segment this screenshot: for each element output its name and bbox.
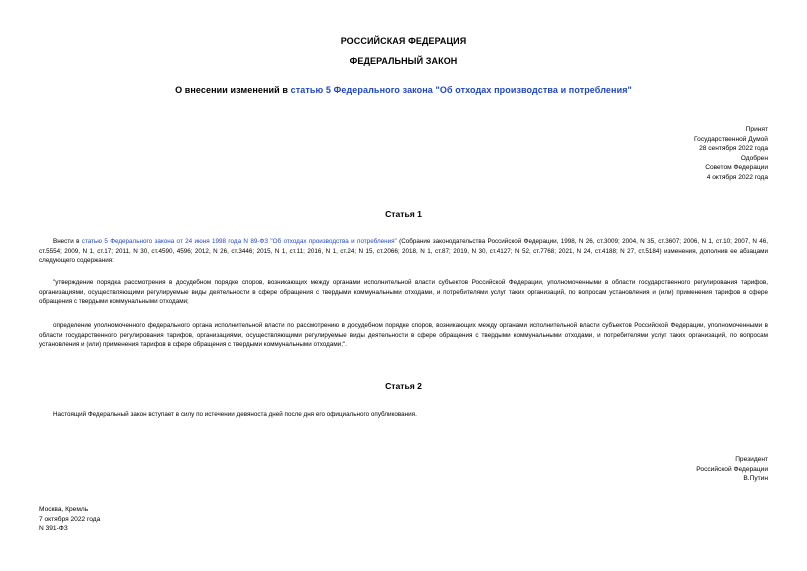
signature-name: В.Путин bbox=[743, 475, 768, 483]
footer-number: N 391-ФЗ bbox=[39, 525, 68, 533]
article1-heading: Статья 1 bbox=[385, 209, 422, 219]
adoption-line: 28 сентября 2022 года bbox=[699, 145, 768, 153]
law-title-prefix: О внесении изменений в bbox=[175, 85, 291, 95]
law-type-heading: ФЕДЕРАЛЬНЫЙ ЗАКОН bbox=[349, 56, 458, 66]
law-title bbox=[0, 85, 807, 95]
footer-date: 7 октября 2022 года bbox=[39, 515, 101, 523]
signature-line: Российской Федерации bbox=[696, 465, 768, 473]
adoption-line: Советом Федерации bbox=[705, 164, 768, 172]
intro-prefix: Внести в bbox=[53, 238, 82, 245]
intro-link-law-title[interactable]: "Об отходах производства и потребления" bbox=[270, 238, 397, 245]
adoption-line: 4 октября 2022 года bbox=[706, 173, 768, 181]
adoption-line: Принят bbox=[745, 126, 768, 133]
article1-intro bbox=[39, 237, 768, 266]
adoption-block bbox=[568, 125, 768, 183]
signature-block bbox=[568, 455, 768, 484]
country-heading: РОССИЙСКАЯ ФЕДЕРАЦИЯ bbox=[340, 36, 467, 46]
adoption-line: Государственной Думой bbox=[694, 135, 768, 143]
article2-text: Настоящий Федеральный закон вступает в силу по истечении девяноста дней после дня его официального опубликования. bbox=[53, 411, 417, 418]
intro-link-article5[interactable]: статью 5 Федерального закона от 24 июня 1998 года N 89-ФЗ bbox=[81, 238, 269, 245]
article2-heading: Статья 2 bbox=[385, 381, 422, 391]
article1-quote-2: определение уполномоченного федерального органа исполнительной власти по рассмотрению в досудебном порядке споров, возникающих между органами исполнительной власти субъектов Российской Федерации, уполномоченными в области государственного регулирования тарифов, организациями, осуществляющими регулируемые виды деятельности в сфере обращения с твердыми коммунальными отходами, и потребителями услуг таких организаций, по вопросам установления и (или) применения тарифов в сфере обращения с твердыми коммунальными отходами;". bbox=[39, 322, 768, 349]
law-title-link[interactable]: статью 5 Федерального закона "Об отходах производства и потребления" bbox=[290, 85, 632, 95]
adoption-line: Одобрен bbox=[740, 154, 768, 162]
signature-line: Президент bbox=[735, 456, 768, 463]
intro-rest: (Собрание законодательства Российской Федерации, 1998, N 26, ст.3009; 2004, N 35, ст.3607; 2006, N 1, ст.10; 2007, N 46, ст.5554; 2009, N 1, ст.17; 2011, N 30, ст.4590, 4596; 2012, N 26, ст.3446; 2015, N 1, ст.11; 2016, N 1, ст.24; N 15, ст.2066; 2018, N 1, ст.87; 2019, N 30, ст.4127; N 52, ст.7768; 2021, N 24, ст.4188; N 27, ст.5184) изменения, дополнив ее абзацами следующего содержания: bbox=[39, 238, 768, 265]
footer-block bbox=[39, 505, 100, 534]
article1-quote-1: "утверждение порядка рассмотрения в досудебном порядке споров, возникающих между органами исполнительной власти субъектов Российской Федерации, уполномоченными в области государственного регулирования тарифов, организациями, осуществляющими регулируемые виды деятельности в сфере обращения с твердыми коммунальными отходами, и потребителями услуг таких организаций, по вопросам установления и (или) применения тарифов в сфере обращения с твердыми коммунальными отходами; bbox=[39, 279, 768, 306]
footer-place: Москва, Кремль bbox=[39, 506, 89, 513]
